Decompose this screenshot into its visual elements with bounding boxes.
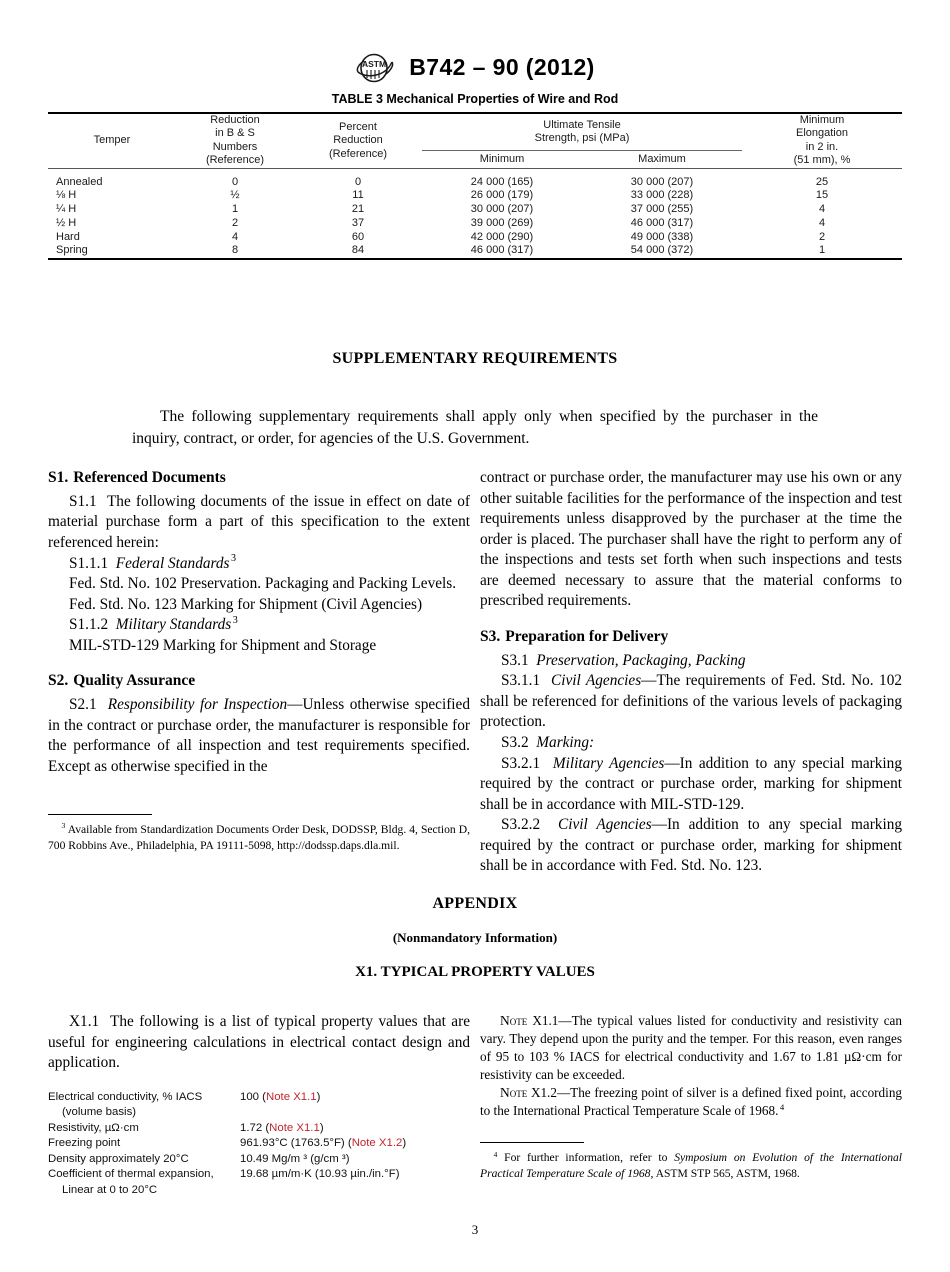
cell-elongation: 15 — [815, 189, 829, 202]
property-label: Resistivity, µΩ·cm — [48, 1121, 139, 1134]
note-x1-1-number: X1.1 — [532, 1013, 559, 1028]
table-row — [48, 217, 902, 231]
svg-text:ASTM: ASTM — [362, 59, 387, 69]
document-designation: B742 – 90 (2012) — [409, 53, 595, 80]
note-x1-2-number: X1.2 — [530, 1085, 557, 1101]
s3-2-1-run-in-title: Military Agencies — [552, 754, 665, 772]
cell-uts-max: 54 000 (372) — [582, 244, 742, 259]
header-temper: Temper — [48, 113, 176, 168]
supplementary-heading: SUPPLEMENTARY REQUIREMENTS — [332, 350, 618, 367]
header-ultimate-tensile-strength: Ultimate Tensile Strength, psi (MPa) — [422, 113, 742, 151]
paragraph-s1-1-1 — [48, 554, 470, 575]
table-row — [48, 176, 902, 190]
cell-temper: Spring — [48, 244, 176, 259]
note-reference-link[interactable]: Note X1.2 — [351, 1137, 403, 1150]
paragraph-s2-1 — [48, 695, 470, 777]
cell-percent-reduction: 11 — [352, 189, 364, 202]
property-label: Density approximately 20°C — [48, 1152, 189, 1165]
paragraph-mil-std-129: MIL-STD-129 Marking for Shipment and Storage — [69, 636, 377, 654]
s3-2-1-number: S3.2.1 — [501, 754, 541, 772]
cell-temper: ¼ H — [56, 203, 77, 216]
footnote-4-text-before: For further information, refer to — [504, 1151, 675, 1165]
property-row — [48, 1152, 470, 1168]
appendix-heading: APPENDIX — [432, 895, 518, 912]
property-value: 961.93°C (1763.5°F) (Note X1.2) — [240, 1137, 407, 1150]
appendix-subheading: (Nonmandatory Information) — [392, 930, 558, 945]
table-header-row — [48, 113, 902, 151]
cell-reduction-bs: ½ — [230, 189, 240, 202]
header-uts-minimum: Minimum — [422, 151, 582, 168]
note-x1-1-text: —The typical values listed for conductivity and resistivity can vary. They depend upon the purity and the temper. For this reason, even ranges of 95 to 103 % IACS for electrical conductivity and 1.67 to 1.81 µΩ·cm for resistivity can be exceeded. — [480, 1013, 902, 1083]
right-column — [480, 468, 902, 877]
s2-title: Quality Assurance — [73, 672, 196, 690]
s3-2-2-run-in-title: Civil Agencies — [558, 816, 652, 834]
s3-1-1-run-in-title: Civil Agencies — [551, 672, 642, 690]
s3-2-1-text: —In addition to any special marking required by the contract or purchase order, marking for shipment shall be in accordance with MIL-STD-129. — [480, 754, 902, 813]
s3-1-title: Preservation, Packaging, Packing — [536, 651, 746, 669]
property-label: Coefficient of thermal expansion, Linear at 0 to 20°C — [48, 1167, 240, 1198]
s2-1-text: —Unless otherwise specified in the contract or purchase order, the manufacturer is responsible for the performance of all inspection and test requirements specified. Except as otherwise specified in the — [48, 696, 470, 775]
cell-elongation: 2 — [818, 230, 826, 243]
cell-uts-max: 37 000 (255) — [630, 203, 694, 216]
footnote-ref-4: 4 — [779, 1102, 785, 1113]
paragraph-s3-1 — [480, 651, 902, 672]
paragraph-fed-std-123: Fed. Std. No. 123 Marking for Shipment (Civil Agencies) — [69, 595, 423, 613]
property-row — [48, 1121, 470, 1137]
s3-1-1-number: S3.1.1 — [501, 672, 541, 690]
s1-number: S1. — [48, 469, 69, 486]
table-row — [48, 231, 902, 245]
cell-temper: ½ H — [56, 216, 77, 229]
cell-temper: ⅛ H — [56, 189, 77, 202]
table-3-container — [48, 92, 902, 260]
s1-title: Referenced Documents — [73, 469, 226, 486]
footnote-3-text: Available from Standardization Documents Order Desk, DODSSP, Bldg. 4, Section D, 700 Robbins Ave., Philadelphia, PA 19111-5098, http://dodssp.daps.dla.mil. — [48, 823, 470, 852]
cell-temper: Hard — [56, 230, 80, 243]
table-title: TABLE 3 Mechanical Properties of Wire and Rod — [331, 92, 619, 106]
table-spacer — [48, 168, 902, 176]
page-number: 3 — [471, 1222, 479, 1237]
footnote-3 — [48, 822, 470, 854]
cell-reduction-bs: 4 — [231, 230, 239, 243]
property-value: 19.68 µm/m·K (10.93 µin./in.°F) — [240, 1168, 400, 1181]
cell-elongation: 4 — [818, 203, 826, 216]
s1-1-text: The following documents of the issue in effect on date of material purchase form a part of this specification to the extent referenced herein: — [48, 492, 470, 551]
section-s1-heading — [48, 468, 470, 489]
cell-uts-max: 49 000 (338) — [630, 230, 694, 243]
paragraph-s3-2-2 — [480, 815, 902, 877]
s1-1-2-number: S1.1.2 — [69, 616, 109, 634]
s3-2-title: Marking: — [536, 734, 595, 752]
cell-reduction-bs: 1 — [231, 203, 239, 216]
table-row — [48, 244, 902, 259]
typical-property-values-list — [48, 1090, 470, 1199]
cell-uts-min: 46 000 (317) — [422, 244, 582, 259]
paragraph-s3-2-1 — [480, 754, 902, 816]
footnote-4-text-after: , ASTM STP 565, ASTM, 1968. — [650, 1167, 800, 1181]
cell-percent-reduction: 0 — [354, 175, 362, 188]
appendix-right-column — [480, 1012, 902, 1182]
property-value: 1.72 (Note X1.1) — [240, 1121, 324, 1134]
header-reduction-bs: Reduction in B & S Numbers (Reference) — [176, 113, 294, 168]
footnote-separator — [480, 1142, 584, 1143]
footnote-ref-3b: 3 — [232, 615, 238, 627]
header-percent-reduction: Percent Reduction (Reference) — [294, 113, 422, 168]
table-row — [48, 189, 902, 203]
appendix-section-title: X1. TYPICAL PROPERTY VALUES — [355, 964, 595, 980]
s3-number: S3. — [480, 627, 501, 645]
cell-temper: Annealed — [56, 175, 103, 188]
x1-1-text: The following is a list of typical property values that are useful for engineering calculations in electrical contact design and application. — [48, 1013, 470, 1072]
paragraph-x1-1 — [48, 1012, 470, 1074]
cell-uts-min: 42 000 (290) — [470, 230, 534, 243]
note-label: Note — [500, 1013, 528, 1028]
footnote-ref-3: 3 — [231, 553, 237, 565]
cell-uts-min: 39 000 (269) — [470, 216, 534, 229]
cell-percent-reduction: 60 — [351, 230, 365, 243]
cell-elongation: 25 — [815, 175, 829, 188]
s3-2-2-text: —In addition to any special marking required by the contract or purchase order, marking for shipment shall be in accordance with Fed. Std. No. 123. — [480, 816, 902, 875]
property-value: 100 (Note X1.1) — [240, 1090, 321, 1103]
note-x1-2-text: —The freezing point of silver is a defined fixed point, according to the International Practical Temperature Scale of 1968. — [480, 1085, 903, 1119]
s3-2-number: S3.2 — [501, 734, 529, 752]
paragraph-s2-1-continued: contract or purchase order, the manufacturer may use his own or any other suitable facilities for the performance of the inspection and test requirements unless disapproved by the purchaser at the time the order is placed. The purchaser shall have the right to perform any of the inspections and tests set forth when such inspections and tests are deemed necessary to assure that the material conforms to prescribed requirements. — [480, 469, 902, 610]
cell-uts-max: 30 000 (207) — [630, 175, 694, 188]
footnote-3-block — [48, 804, 470, 854]
s3-title: Preparation for Delivery — [505, 627, 669, 645]
header-minimum-elongation: Minimum Elongation in 2 in. (51 mm), % — [742, 113, 902, 168]
paragraph-s3-2 — [480, 733, 902, 754]
x1-1-number: X1.1 — [69, 1013, 100, 1030]
s1-1-2-title: Military Standards — [115, 616, 232, 634]
footnote-4-marker: 4 — [493, 1149, 498, 1159]
section-s3-heading — [480, 627, 902, 648]
property-label: Freezing point — [48, 1137, 121, 1150]
note-x1-1 — [480, 1012, 902, 1084]
cell-reduction-bs: 2 — [231, 216, 239, 229]
footnote-3-marker: 3 — [61, 821, 66, 831]
table-row — [48, 203, 902, 217]
cell-uts-min: 30 000 (207) — [470, 203, 534, 216]
property-label-continuation: Linear at 0 to 20°C — [62, 1183, 158, 1196]
cell-uts-max: 46 000 (317) — [630, 216, 694, 229]
property-row — [48, 1136, 470, 1152]
cell-uts-max: 33 000 (228) — [630, 189, 694, 202]
s3-2-2-number: S3.2.2 — [501, 816, 541, 834]
s2-number: S2. — [48, 672, 69, 690]
note-reference-link[interactable]: Note X1.1 — [269, 1121, 320, 1134]
paragraph-s3-1-1 — [480, 671, 902, 733]
cell-elongation: 1 — [742, 244, 902, 259]
astm-logo-icon — [355, 53, 395, 83]
note-label: Note — [500, 1085, 528, 1101]
s1-1-1-number: S1.1.1 — [69, 554, 109, 572]
footnote-4 — [480, 1150, 902, 1182]
cell-percent-reduction: 21 — [351, 203, 365, 216]
appendix-left-column — [48, 1012, 470, 1198]
note-x1-2 — [480, 1084, 902, 1120]
cell-percent-reduction: 84 — [294, 244, 422, 259]
footnote-4-block — [480, 1142, 902, 1182]
s3-1-1-text: —The requirements of Fed. Std. No. 102 shall be referenced for definitions of the various levels of packaging protection. — [480, 672, 902, 731]
paragraph-s1-1 — [48, 492, 470, 554]
footnote-4-publication-title: Symposium on Evolution of the International Practical Temperature Scale of 1968 — [480, 1151, 903, 1181]
table-body — [48, 168, 902, 259]
cell-reduction-bs: 8 — [176, 244, 294, 259]
cell-uts-min: 26 000 (179) — [470, 189, 534, 202]
s2-1-number: S2.1 — [69, 696, 97, 714]
cell-uts-min: 24 000 (165) — [470, 175, 534, 188]
document-header — [0, 52, 950, 82]
supplementary-requirements-section — [48, 350, 902, 465]
left-column — [48, 468, 470, 852]
property-label-continuation: (volume basis) — [62, 1106, 137, 1119]
header-uts-maximum: Maximum — [582, 151, 742, 168]
supplementary-intro: The following supplementary requirements shall apply only when specified by the purchaser in the inquiry, contract, or order, for agencies of the U.S. Government. — [132, 407, 818, 447]
s1-1-number: S1.1 — [69, 492, 97, 510]
appendix-headings — [48, 895, 902, 981]
section-s2-heading — [48, 671, 470, 692]
cell-reduction-bs: 0 — [231, 175, 239, 188]
property-label: Electrical conductivity, % IACS (volume basis) — [48, 1090, 240, 1121]
cell-elongation: 4 — [818, 216, 826, 229]
s2-1-run-in-title: Responsibility for Inspection — [107, 696, 288, 714]
property-row — [48, 1167, 470, 1198]
property-row — [48, 1090, 470, 1121]
s3-1-number: S3.1 — [501, 651, 529, 669]
paragraph-s1-1-2 — [48, 615, 470, 636]
footnote-separator — [48, 814, 152, 815]
note-reference-link[interactable]: Note X1.1 — [265, 1090, 317, 1103]
mechanical-properties-table — [48, 112, 902, 260]
cell-percent-reduction: 37 — [351, 216, 365, 229]
s1-1-1-title: Federal Standards — [115, 554, 230, 572]
paragraph-fed-std-102: Fed. Std. No. 102 Preservation. Packaging and Packing Levels. — [69, 575, 457, 593]
property-value: 10.49 Mg/m ³ (g/cm ³) — [240, 1152, 350, 1165]
